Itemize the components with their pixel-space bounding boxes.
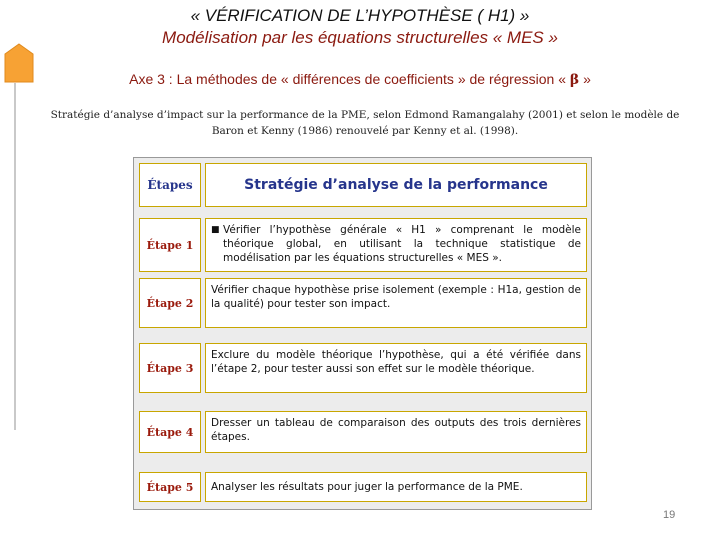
axe-text: : La méthodes de « différences de coefficients » de régression «	[164, 71, 570, 87]
vertical-rule	[14, 83, 16, 430]
step-3-label: Étape 3	[139, 343, 201, 393]
page-number: 19	[663, 509, 676, 521]
step-1-text	[205, 218, 587, 272]
beta-symbol: β	[569, 72, 580, 88]
bullet-icon: ■	[211, 225, 220, 235]
header-steps: Étapes	[139, 163, 201, 207]
step-2-label: Étape 2	[139, 278, 201, 328]
step-1-description: Vérifier l’hypothèse générale « H1 » comprenant le modèle théorique global, en utilisant la technique statistique de modélisation par les équations structurelles « MES ».	[223, 224, 581, 264]
step-4-text: Dresser un tableau de comparaison des outputs des trois dernières étapes.	[205, 411, 587, 453]
step-3-text: Exclure du modèle théorique l’hypothèse, qui a été vérifiée dans l’étape 2, pour tester aussi son effet sur le modèle théorique.	[205, 343, 587, 393]
slide-subtitle: Modélisation par les équations structurelles « MES »	[162, 28, 558, 47]
axe-heading	[0, 71, 720, 88]
step-4-label: Étape 4	[139, 411, 201, 453]
axe-prefix: Axe 3	[129, 71, 165, 87]
step-5-label: Étape 5	[139, 472, 201, 502]
header-strategy: Stratégie d’analyse de la performance	[205, 163, 587, 207]
strategy-description: Stratégie d’analyse d’impact sur la performance de la PME, selon Edmond Ramangalahy (2001) et selon le modèle de Baron et Kenny (1986) renouvelé par Kenny et al. (1998).	[50, 109, 680, 137]
axe-suffix: »	[579, 71, 591, 87]
step-5-text: Analyser les résultats pour juger la performance de la PME.	[205, 472, 587, 502]
step-1-label: Étape 1	[139, 218, 201, 272]
strategy-table	[133, 157, 592, 510]
step-2-text: Vérifier chaque hypothèse prise isolement (exemple : H1a, gestion de la qualité) pour tester son impact.	[205, 278, 587, 328]
slide-title: « VÉRIFICATION DE L’HYPOTHÈSE ( H1) »	[190, 6, 530, 25]
